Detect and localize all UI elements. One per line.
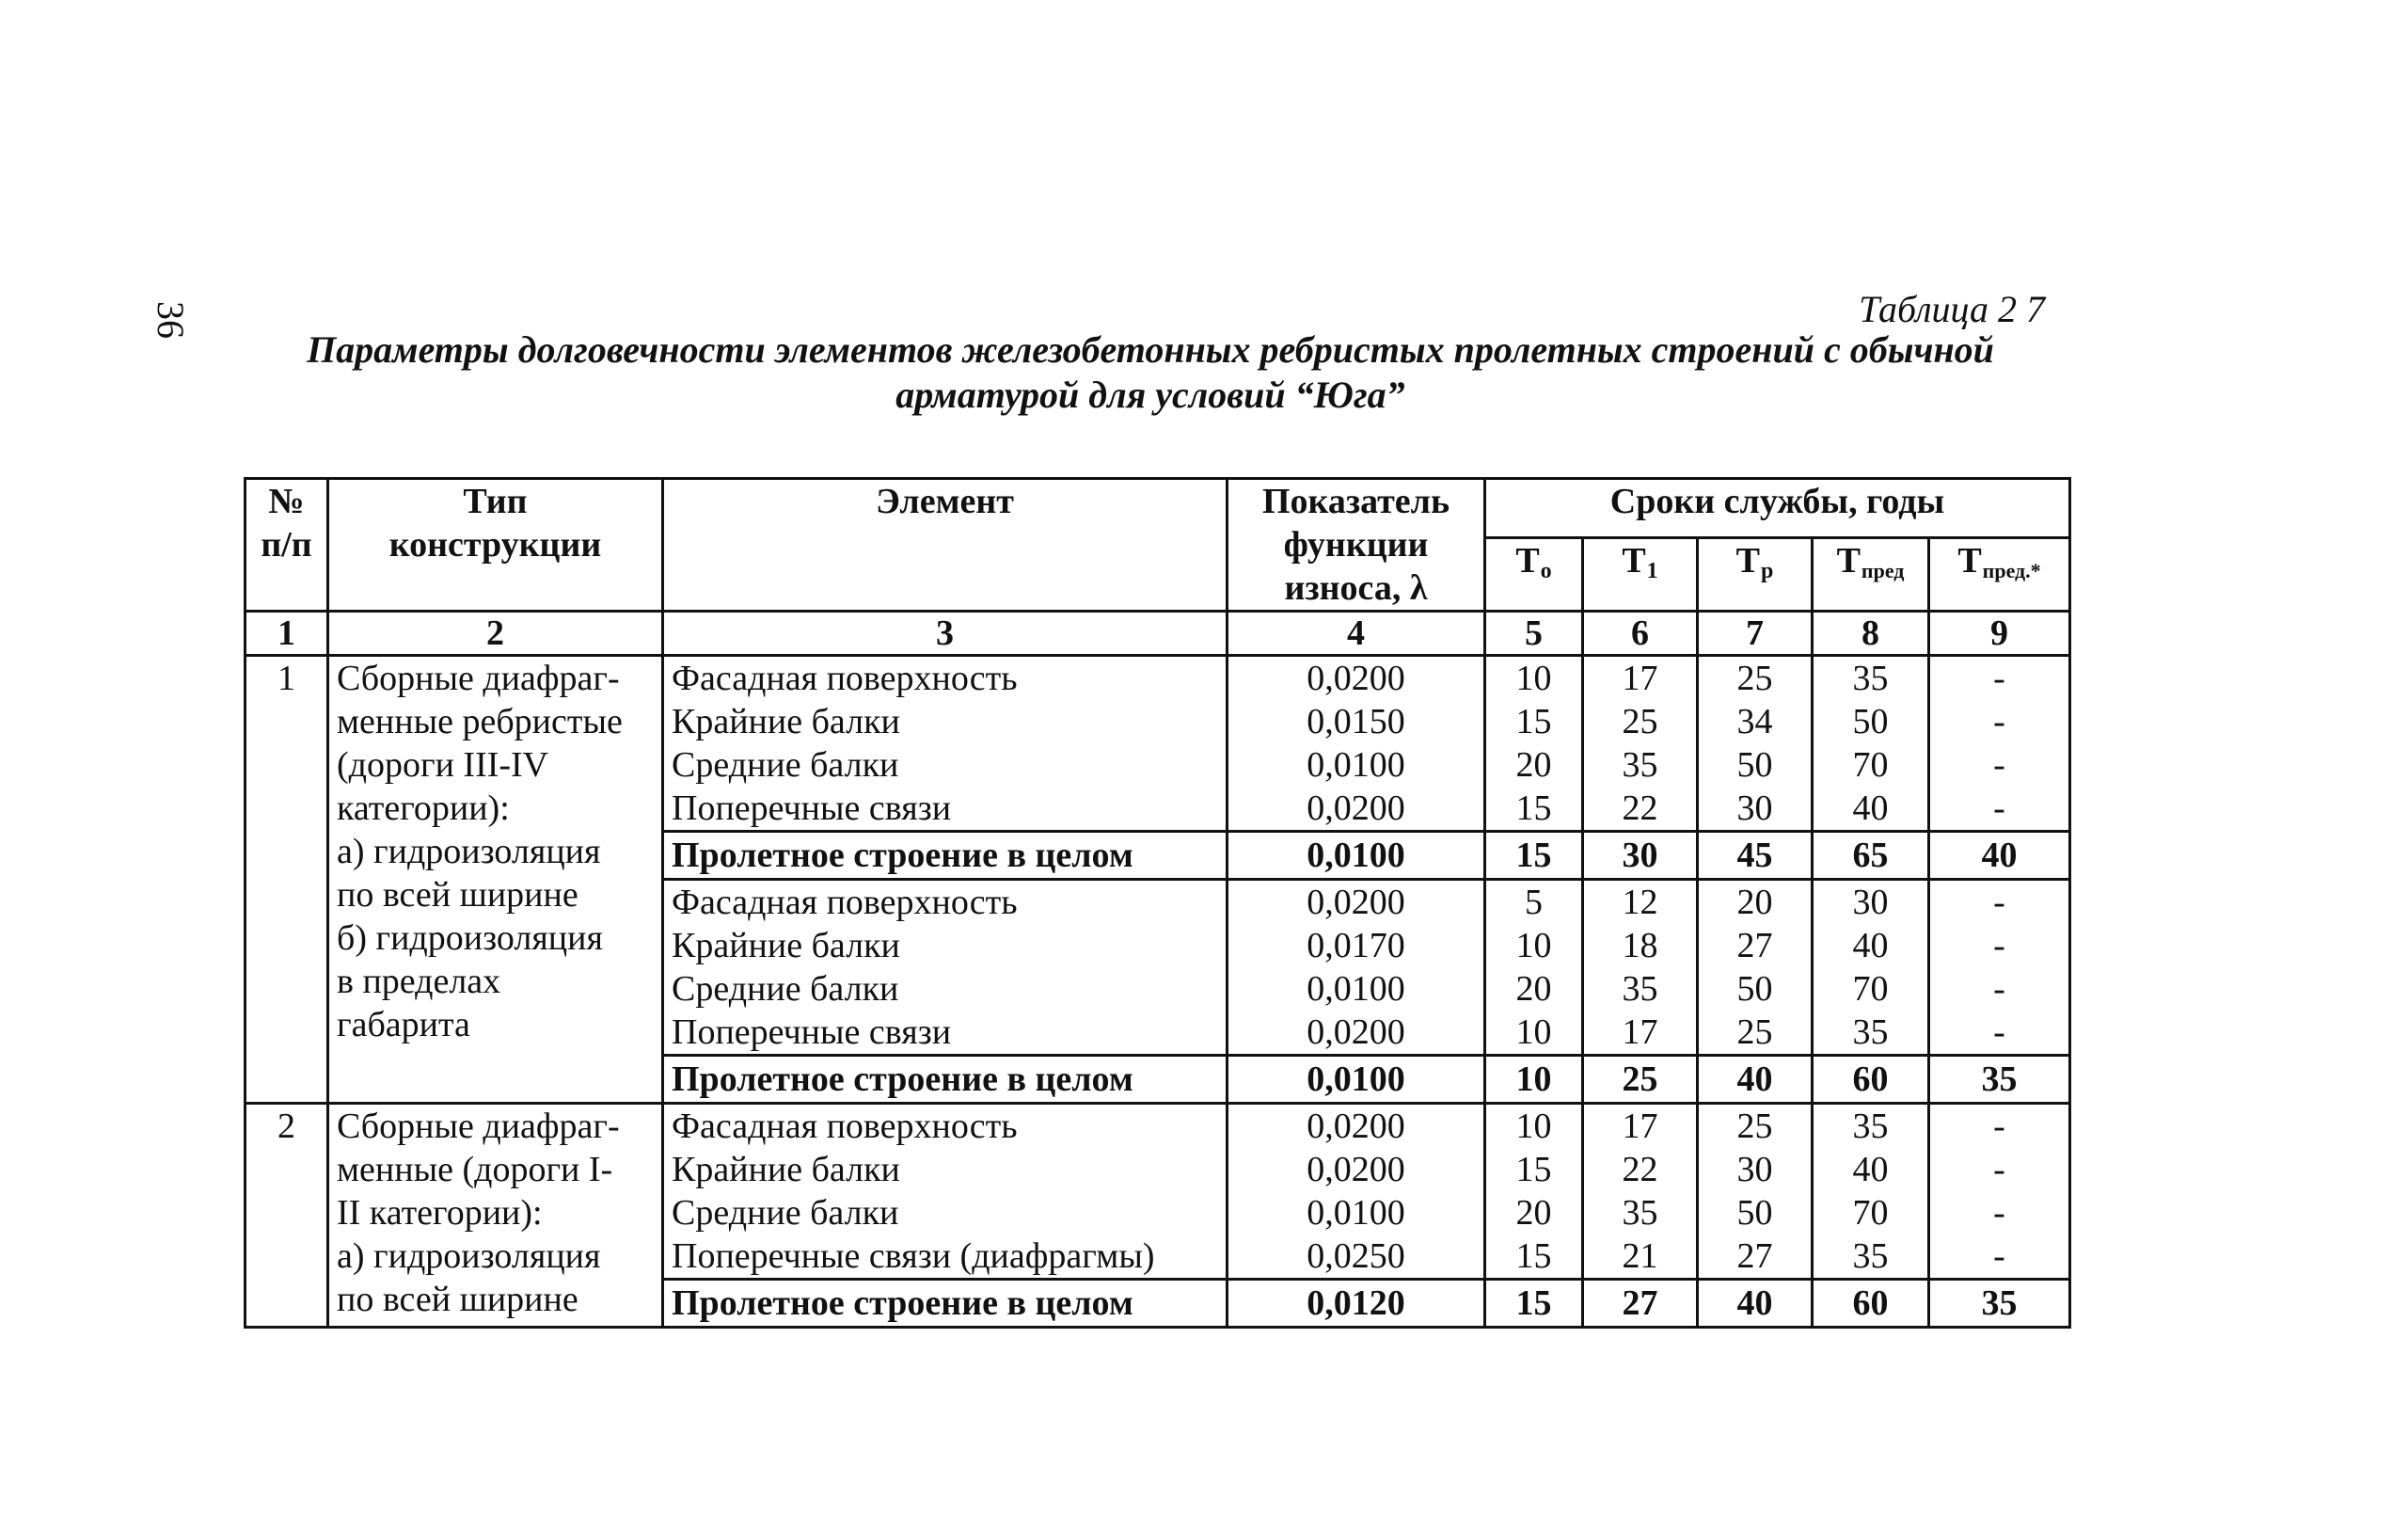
- tpred-values: 35 50 70 40: [1813, 656, 1929, 832]
- header-lambda: Показатель функции износа, λ: [1228, 479, 1485, 612]
- header-t0: $Т_о$: [1485, 538, 1583, 612]
- page-number: 36: [150, 301, 192, 339]
- total-tpred: 60: [1813, 1280, 1929, 1328]
- header-service-life: Сроки службы, годы: [1485, 479, 2070, 538]
- total-t0: 15: [1485, 832, 1583, 880]
- column-number: 2: [328, 612, 663, 656]
- column-number: 5: [1485, 612, 1583, 656]
- total-element: Пролетное строение в целом: [663, 1280, 1228, 1328]
- header-type: Тип конструкции: [328, 479, 663, 612]
- construction-type: Сборные диафраг- менные ребристые (дороги III-IV категории): а) гидроизоляция по всей ширине б) гидроизоляция в пределах габарита: [328, 656, 663, 1104]
- total-lambda: 0,0100: [1228, 832, 1485, 880]
- row-number: 2: [246, 1104, 328, 1328]
- title-line: Параметры долговечности элементов железобетонных ребристых пролетных строений с обычной: [307, 328, 1994, 371]
- total-tp: 40: [1698, 1056, 1813, 1104]
- element-list: Фасадная поверхность Крайние балки Средние балки Поперечные связи: [663, 656, 1228, 832]
- total-t1: 30: [1583, 832, 1698, 880]
- total-tpred-star: 35: [1929, 1280, 2070, 1328]
- header-tpred-star: Тпред.*: [1929, 538, 2070, 612]
- t1-values: 12 18 35 17: [1583, 880, 1698, 1056]
- total-tpred: 65: [1813, 832, 1929, 880]
- tpred-star-values: - - - -: [1929, 1104, 2070, 1280]
- total-element: Пролетное строение в целом: [663, 1056, 1228, 1104]
- total-tpred-star: 40: [1929, 832, 2070, 880]
- t1-values: 17 25 35 22: [1583, 656, 1698, 832]
- tp-values: 25 34 50 30: [1698, 656, 1813, 832]
- tpred-star-values: - - - -: [1929, 880, 2070, 1056]
- total-tp: 45: [1698, 832, 1813, 880]
- table-title: [252, 327, 2049, 418]
- table-row: [246, 1104, 2070, 1280]
- title-line: арматурой для условий “Юга”: [895, 374, 1405, 416]
- row-number: 1: [246, 656, 328, 1104]
- column-number: 6: [1583, 612, 1698, 656]
- header-t1: $Т_1$: [1583, 538, 1698, 612]
- tpred-star-values: - - - -: [1929, 656, 2070, 832]
- durability-table: [244, 477, 2071, 1329]
- header-num: № п/п: [246, 479, 328, 612]
- column-number: 8: [1813, 612, 1929, 656]
- column-number: 1: [246, 612, 328, 656]
- total-lambda: 0,0100: [1228, 1056, 1485, 1104]
- total-lambda: 0,0120: [1228, 1280, 1485, 1328]
- column-number: 3: [663, 612, 1228, 656]
- total-t0: 15: [1485, 1280, 1583, 1328]
- header-tpred: Тпред: [1813, 538, 1929, 612]
- t1-values: 17 22 35 21: [1583, 1104, 1698, 1280]
- column-number-row: [246, 612, 2070, 656]
- lambda-values: 0,0200 0,0170 0,0100 0,0200: [1228, 880, 1485, 1056]
- lambda-values: 0,0200 0,0150 0,0100 0,0200: [1228, 656, 1485, 832]
- tp-values: 25 30 50 27: [1698, 1104, 1813, 1280]
- t0-values: 5 10 20 10: [1485, 880, 1583, 1056]
- total-t1: 27: [1583, 1280, 1698, 1328]
- element-list: Фасадная поверхность Крайние балки Средние балки Поперечные связи: [663, 880, 1228, 1056]
- column-number: 7: [1698, 612, 1813, 656]
- total-t0: 10: [1485, 1056, 1583, 1104]
- total-t1: 25: [1583, 1056, 1698, 1104]
- construction-type: Сборные диафраг- менные (дороги I- II категории): а) гидроизоляция по всей ширине: [328, 1104, 663, 1328]
- total-element: Пролетное строение в целом: [663, 832, 1228, 880]
- tpred-values: 30 40 70 35: [1813, 880, 1929, 1056]
- lambda-values: 0,0200 0,0200 0,0100 0,0250: [1228, 1104, 1485, 1280]
- total-tp: 40: [1698, 1280, 1813, 1328]
- column-number: 9: [1929, 612, 2070, 656]
- table-row: [246, 656, 2070, 832]
- header-tp: $Т_р$: [1698, 538, 1813, 612]
- total-tpred-star: 35: [1929, 1056, 2070, 1104]
- element-list: Фасадная поверхность Крайние балки Средние балки Поперечные связи (диафрагмы): [663, 1104, 1228, 1280]
- column-number: 4: [1228, 612, 1485, 656]
- table-label: Таблица 2 7: [1859, 288, 2045, 330]
- t0-values: 10 15 20 15: [1485, 1104, 1583, 1280]
- header-element: Элемент: [663, 479, 1228, 612]
- tpred-values: 35 40 70 35: [1813, 1104, 1929, 1280]
- tp-values: 20 27 50 25: [1698, 880, 1813, 1056]
- total-tpred: 60: [1813, 1056, 1929, 1104]
- t0-values: 10 15 20 15: [1485, 656, 1583, 832]
